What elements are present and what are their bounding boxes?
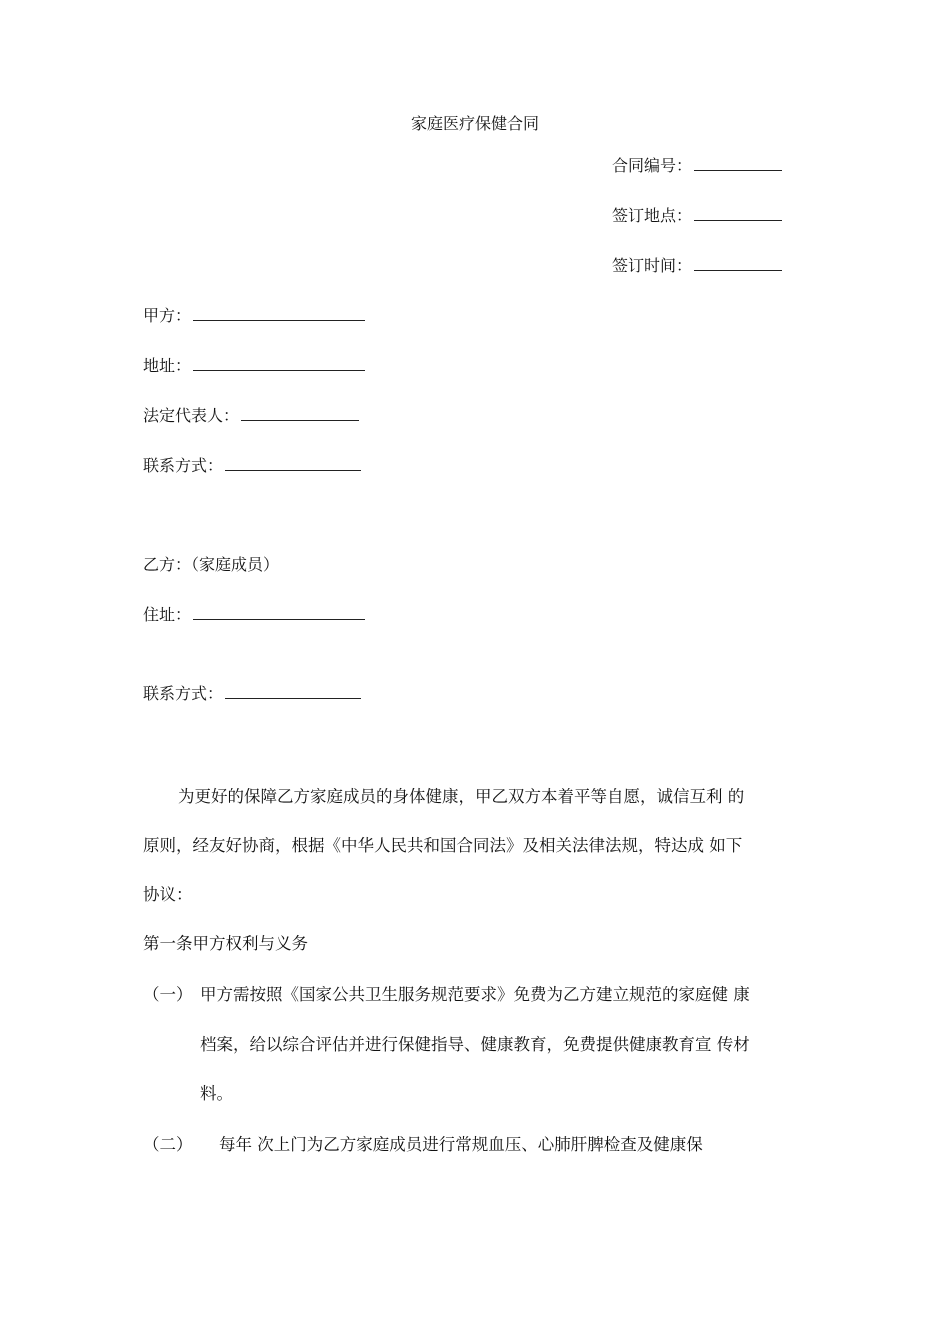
contract-number-label: 合同编号： (612, 156, 693, 175)
party-a-contact-blank[interactable] (225, 456, 361, 471)
sign-place-label: 签订地点： (612, 206, 693, 225)
intro-line-1: 为更好的保障乙方家庭成员的身体健康，甲乙双方本着平等自愿，诚信互利 的 (178, 787, 745, 806)
sign-time-row (612, 256, 782, 276)
intro-line-2: 原则，经友好协商，根据《中华人民共和国合同法》及相关法律法规，特达成 如下 (143, 836, 743, 855)
party-a-label: 甲方： (143, 306, 192, 325)
legal-rep-row (143, 406, 359, 426)
party-b-contact-label: 联系方式： (143, 684, 224, 703)
item-1-marker: （一） (143, 985, 193, 1004)
contract-number-row (612, 156, 782, 176)
item-1-line-1: 甲方需按照《国家公共卫生服务规范要求》免费为乙方建立规范的家庭健 康 (200, 985, 750, 1004)
legal-rep-label: 法定代表人： (143, 406, 240, 425)
party-a-address-blank[interactable] (193, 356, 365, 371)
contract-number-blank[interactable] (694, 156, 782, 171)
party-b-address-label: 住址： (143, 605, 192, 624)
item-1-line-3: 料。 (200, 1084, 233, 1103)
item-1-line-2: 档案，给以综合评估并进行保健指导、健康教育，免费提供健康教育宣 传材 (200, 1035, 750, 1054)
party-a-contact-row (143, 456, 361, 476)
party-a-row (143, 306, 365, 326)
sign-time-blank[interactable] (694, 256, 782, 271)
item-2-text: 每年 次上门为乙方家庭成员进行常规血压、心肺肝脾检查及健康保 (219, 1135, 703, 1154)
party-b-address-row (143, 605, 365, 625)
document-title: 家庭医疗保健合同 (410, 114, 539, 133)
article-1-heading: 第一条甲方权利与义务 (143, 934, 308, 953)
party-b-contact-row (143, 684, 361, 704)
party-a-contact-label: 联系方式： (143, 456, 224, 475)
party-a-blank[interactable] (193, 306, 365, 321)
party-a-address-row (143, 356, 365, 376)
party-b-label: 乙方：（家庭成员） (143, 555, 280, 574)
party-b-address-blank[interactable] (193, 605, 365, 620)
sign-place-row (612, 206, 782, 226)
legal-rep-blank[interactable] (241, 406, 359, 421)
sign-place-blank[interactable] (694, 206, 782, 221)
sign-time-label: 签订时间： (612, 256, 693, 275)
item-2-marker: （二） (143, 1135, 193, 1154)
intro-line-3: 协议： (143, 885, 193, 904)
party-a-address-label: 地址： (143, 356, 192, 375)
party-b-contact-blank[interactable] (225, 684, 361, 699)
